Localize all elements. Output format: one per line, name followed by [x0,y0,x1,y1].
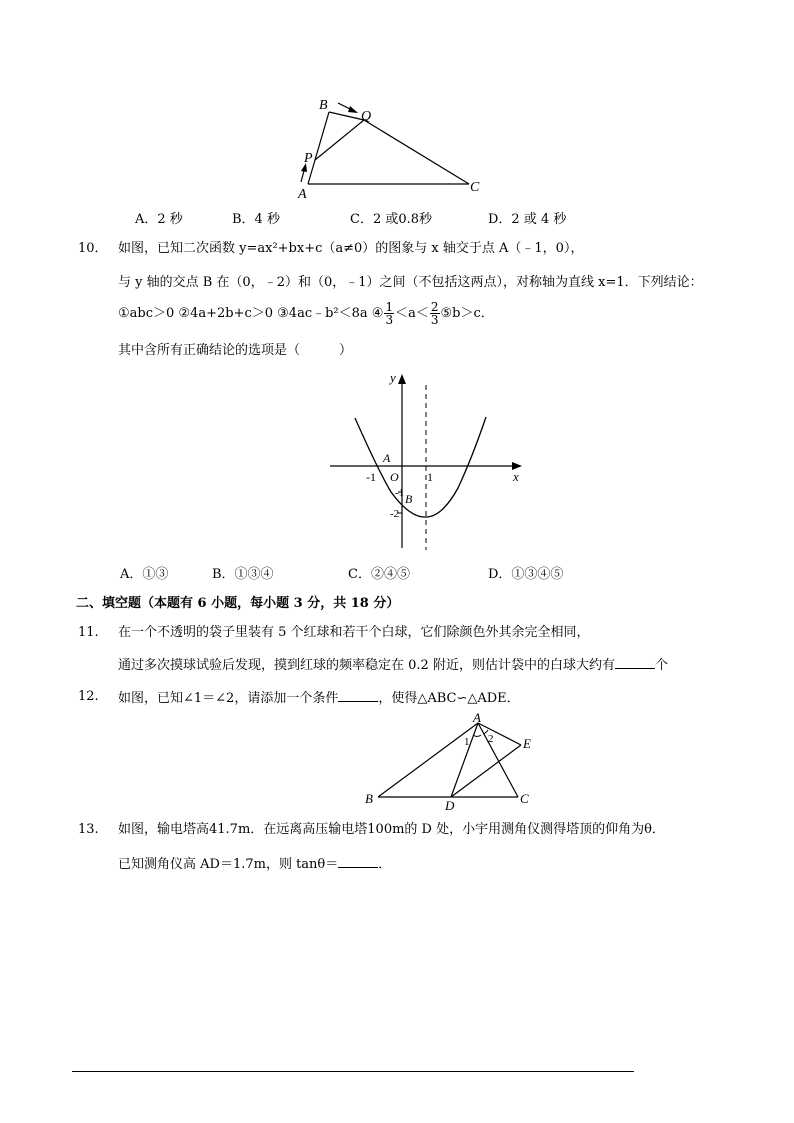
q9-option-b: B．4 秒 [232,212,280,227]
q10-fraction-1-num: 1 [385,300,394,314]
angle-1-label: 1 [464,736,470,748]
q10-fraction-2 [430,301,440,326]
origin-label: O [390,470,399,484]
q10-line4: 其中含所有正确结论的选项是（ ） [118,343,353,358]
q10-option-a: A．①③ [120,567,169,582]
axis-y-label: y [390,370,396,385]
label-C: C [520,791,529,806]
q10-fraction-1 [384,301,394,326]
q12-text [118,689,520,707]
point-A-label: A [383,451,391,465]
q12-triangle-figure [360,708,545,813]
q10-fraction-2-den: 3 [430,313,439,327]
q9-figure [290,95,500,205]
q12-number: 12. [78,689,99,704]
label-D: D [445,798,455,813]
q10-conclusions-c: ⑤b＞c． [440,306,494,321]
point-B-label: B [405,492,413,506]
axis-x-label: x [513,469,519,484]
q10-parabola-figure [325,368,530,553]
q10-conclusions [118,298,494,330]
q10-conclusions-a: ①abc＞0 ②4a+2b+c＞0 ③4ac﹣b²＜8a ④ [118,306,384,321]
q11-line2 [118,656,668,674]
label-A: A [298,187,307,202]
q11-line1: 在一个不透明的袋子里装有 5 个红球和若干个白球，它们除颜色外其余完全相同， [118,625,590,640]
q11-line2-text: 通过多次摸球试验后发现，摸到红球的频率稳定在 0.2 附近，则估计袋中的白球大约有 [118,658,615,673]
q12-text-a: 如图，已知∠1＝∠2，请添加一个条件 [118,691,339,706]
q13-line2-text: 已知测角仪高 AD＝1.7m，则 tanθ＝ [118,857,339,872]
q11-line2-end: 个 [654,658,668,673]
q10-option-c: C．②④⑤ [348,567,410,582]
q10-conclusions-b: ＜a＜ [395,306,429,321]
q13-line2-end: ． [378,857,392,872]
q13-answer-blank [338,855,378,868]
q9-option-c: C．2 或0.8秒 [350,212,433,227]
section-heading: 二、填空题（本题有 6 小题，每小题 3 分，共 18 分） [76,596,400,611]
y-tick-neg2: -2 [390,508,400,520]
label-B: B [365,791,373,806]
q10-fraction-1-den: 3 [385,313,394,327]
q10-fraction-2-num: 2 [430,300,439,314]
q13-line2 [118,855,391,873]
q12-text-b: ，使得△ABC∽△ADE． [378,691,520,706]
q11-answer-blank [615,656,655,669]
q10-option-b: B．①③④ [212,567,274,582]
q9-option-a: A．2 秒 [135,212,183,227]
q10-line1: 如图，已知二次函数 y=ax²+bx+c（a≠0）的图象与 x 轴交于点 A（﹣1，0）， [118,241,584,256]
y-tick-neg1: -1 [395,487,405,499]
label-E: E [523,736,531,751]
q10-number: 10． [78,241,108,256]
q9-option-d: D．2 或 4 秒 [488,212,567,227]
q13-line1: 如图，输电塔高41.7m．在远离高压输电塔100m的 D 处，小宇用测角仪测得塔顶的仰角为θ． [118,822,665,837]
q10-line2: 与 y 轴的交点 B 在（0，﹣2）和（0，﹣1）之间（不包括这两点），对称轴为直线 x=1．下列结论： [118,275,703,290]
label-Q: Q [361,109,372,124]
x-tick-neg1: -1 [366,470,376,484]
q11-number: 11. [78,625,99,640]
x-tick-1: 1 [427,470,433,484]
label-B: B [319,98,328,113]
angle-2-label: 2 [488,733,494,745]
q13-number: 13. [78,822,99,837]
footer-divider [72,1071,634,1072]
label-A: A [473,710,481,725]
label-P: P [304,151,313,166]
q12-answer-blank [338,689,378,702]
q10-option-d: D．①③④⑤ [488,567,564,582]
label-C: C [470,180,480,195]
